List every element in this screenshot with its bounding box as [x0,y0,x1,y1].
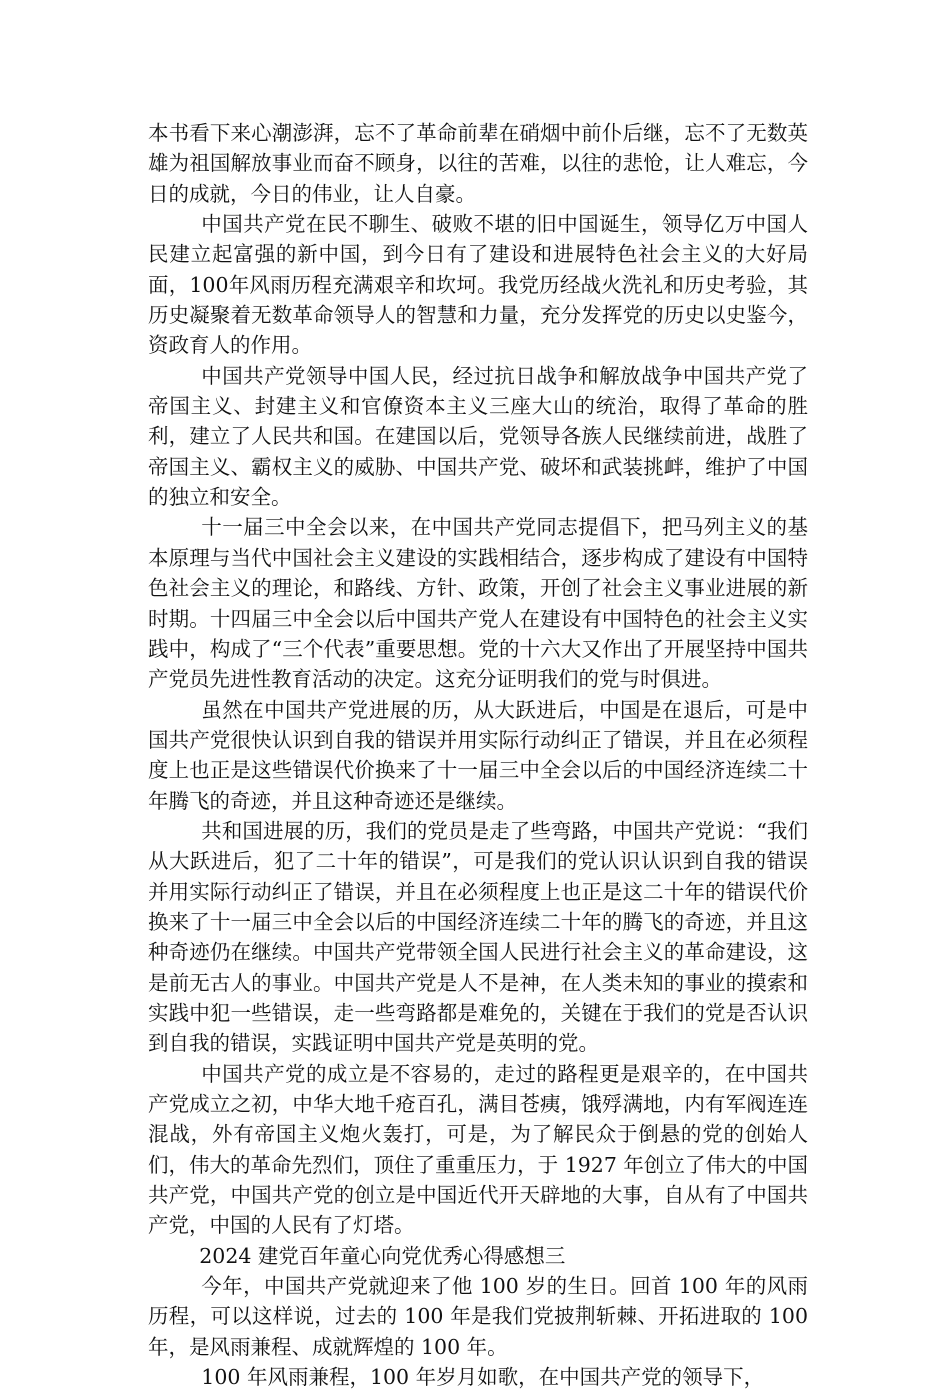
paragraph-3: 中国共产党领导中国人民，经过抗日战争和解放战争中国共产党了帝国主义、封建主义和官僚资本主义三座大山的统治，取得了革命的胜利，建立了人民共和国。在建国以后，党领导各族人民继续前进，战胜了帝国主义、霸权主义的威胁、中国共产党、破坏和武装挑衅，维护了中国的独立和安全。 [148,363,808,510]
paragraph-1: 本书看下来心潮澎湃，忘不了革命前辈在硝烟中前仆后继，忘不了无数英雄为祖国解放事业而奋不顾身，以往的苦难，以往的悲怆，让人难忘，今日的成就，今日的伟业，让人自豪。 [148,121,808,206]
paragraph-8: 今年，中国共产党就迎来了他 100 岁的生日。回首 100 年的风雨历程，可以这样说，过去的 100 年是我们党披荆斩棘、开拓进取的 100 年，是风雨兼程、成就辉煌的 100 年。 [148,1274,808,1359]
paragraph-7: 中国共产党的成立是不容易的，走过的路程更是艰辛的，在中国共产党成立之初，中华大地千疮百孔，满目苍痍，饿殍满地，内有军阀连连混战，外有帝国主义炮火轰打，可是，为了解民众于倒悬的党的创始人们，伟大的革命先烈们，顶住了重重压力，于 1927 年创立了伟大的中国共产党，中国共产党的创立是中国近代开天辟地的大事，自从有了中国共产党，中国的人民有了灯塔。 [148,1061,808,1238]
paragraph-9: 100 年风雨兼程，100 年岁月如歌，在中国共产党的领导下， [201,1365,765,1390]
document-page [148,118,808,1392]
paragraph-6: 共和国进展的历，我们的党员是走了些弯路，中国共产党说：“我们从大跃进后，犯了二十年的错误”，可是我们的党认识认识到自我的错误并用实际行动纠正了错误，并且在必须程度上也正是这二十年的错误代价换来了十一届三中全会以后的中国经济连续二十年的腾飞的奇迹，并且这种奇迹仍在继续。中国共产党带领全国人民进行社会主义的革命建设，这是前无古人的事业。中国共产党是人不是神，在人类未知的事业的摸索和实践中犯一些错误，走一些弯路都是难免的，关键在于我们的党是否认识到自我的错误，实践证明中国共产党是英明的党。 [148,818,808,1056]
paragraph-5: 虽然在中国共产党进展的历，从大跃进后，中国是在退后，可是中国共产党很快认识到自我的错误并用实际行动纠正了错误，并且在必须程度上也正是这些错误代价换来了十一届三中全会以后的中国经济连续二十年腾飞的奇迹，并且这种奇迹还是继续。 [148,697,808,813]
section-heading: 2024 建党百年童心向党优秀心得感想三 [199,1243,566,1268]
paragraph-2: 中国共产党在民不聊生、破败不堪的旧中国诞生，领导亿万中国人民建立起富强的新中国，到今日有了建设和进展特色社会主义的大好局面，100年风雨历程充满艰辛和坎坷。我党历经战火洗礼和历史考验，其历史凝聚着无数革命领导人的智慧和力量，充分发挥党的历史以史鉴今，资政育人的作用。 [148,212,808,358]
paragraph-4: 十一届三中全会以来，在中国共产党同志提倡下，把马列主义的基本原理与当代中国社会主义建设的实践相结合，逐步构成了建设有中国特色社会主义的理论，和路线、方针、政策，开创了社会主义事业进展的新时期。十四届三中全会以后中国共产党人在建设有中国特色的社会主义实践中，构成了“三个代表”重要思想。党的十六大又作出了开展坚持中国共产党员先进性教育活动的决定。这充分证明我们的党与时俱进。 [148,515,808,692]
